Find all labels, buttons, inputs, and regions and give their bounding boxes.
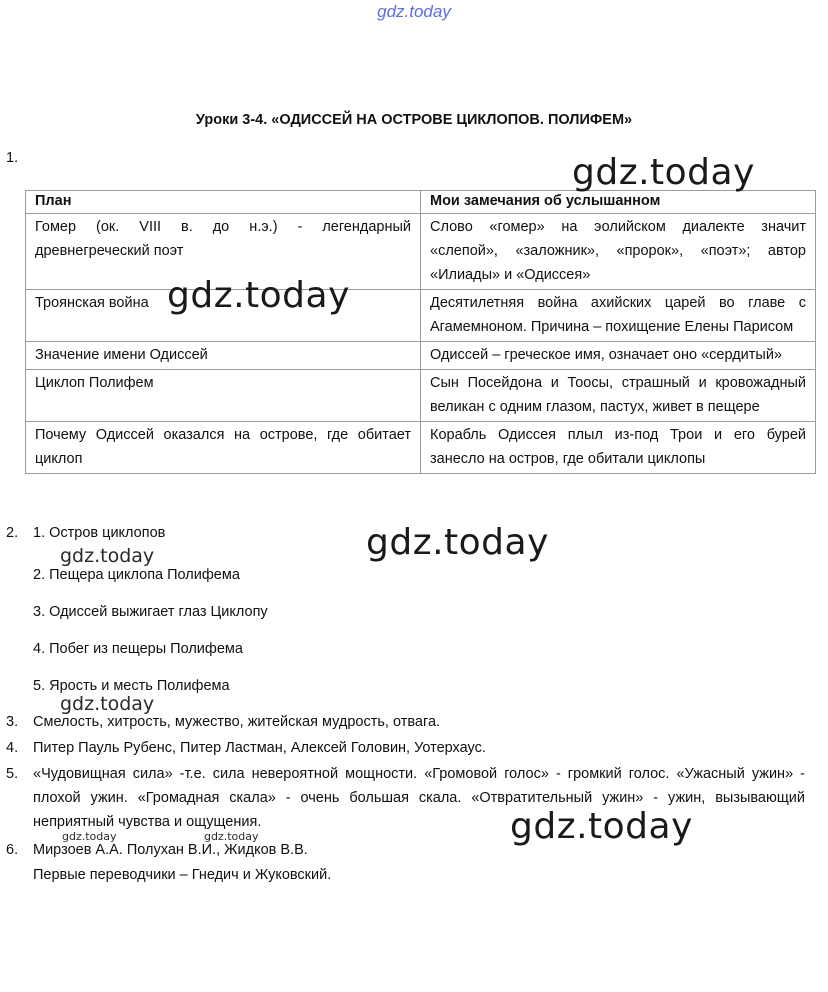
outline-item: 2. Пещера циклопа Полифема (33, 567, 240, 583)
table-header-plan: План (26, 191, 421, 214)
answer-4: Питер Пауль Рубенс, Питер Ластман, Алексей Головин, Уотерхаус. (33, 740, 486, 756)
item-number-2: 2. (6, 525, 19, 541)
watermark: gdz.today (572, 152, 755, 193)
table-cell-plan: Троянская война (26, 290, 421, 342)
watermark: gdz.today (510, 806, 693, 847)
table-cell-note: Десятилетняя война ахийских царей во главе с Агамемноном. Причина – похищение Елены Парисом (421, 290, 816, 342)
item-number-1: 1. (6, 150, 19, 166)
outline-item: 5. Ярость и месть Полифема (33, 678, 230, 694)
watermark-top: gdz.today (377, 2, 451, 21)
table-row (26, 370, 816, 422)
watermark: gdz.today (204, 830, 259, 843)
outline-item: 1. Остров циклопов (33, 525, 166, 541)
answer-5: «Чудовищная сила» -т.е. сила невероятной мощности. «Громовой голос» - громкий голос. «Ужасный ужин» - плохой ужин. «Громадная скала» - очень большая скала. «Отвратительный ужин» - ужин, вызывающий неприятный чувства и ощущения. (33, 766, 805, 830)
watermark: gdz.today (167, 275, 350, 316)
table-cell-plan: Циклоп Полифем (26, 370, 421, 422)
watermark: gdz.today (62, 830, 117, 843)
table-cell-note: Корабль Одиссея плыл из-под Трои и его бурей занесло на остров, где обитали циклопы (421, 422, 816, 474)
table-cell-note: Одиссей – греческое имя, означает оно «сердитый» (421, 342, 816, 370)
table-cell-note: Сын Посейдона и Тоосы, страшный и кровожадный великан с одним глазом, пастух, живет в пещере (421, 370, 816, 422)
table-cell-plan: Значение имени Одиссей (26, 342, 421, 370)
watermark: gdz.today (60, 545, 155, 567)
table-cell-plan: Почему Одиссей оказался на острове, где обитает циклоп (26, 422, 421, 474)
outline-item: 4. Побег из пещеры Полифема (33, 641, 243, 657)
table-row (26, 290, 816, 342)
item-number-3: 3. (6, 714, 19, 730)
table-cell-note: Слово «гомер» на эолийском диалекте значит «слепой», «заложник», «пророк», «поэт»; автор «Илиады» и «Одиссея» (421, 214, 816, 290)
table-header-row (26, 191, 816, 214)
table-row (26, 422, 816, 474)
answer-6-line-1: Мирзоев А.А. Полухан В.И., Жидков В.В. (33, 842, 308, 858)
item-number-6: 6. (6, 842, 19, 858)
table-row (26, 214, 816, 290)
outline-item: 3. Одиссей выжигает глаз Циклопу (33, 604, 268, 620)
table-row (26, 342, 816, 370)
answer-3: Смелость, хитрость, мужество, житейская мудрость, отвага. (33, 714, 441, 730)
watermark: gdz.today (60, 693, 155, 715)
page-title: Уроки 3-4. «ОДИССЕЙ НА ОСТРОВЕ ЦИКЛОПОВ. ПОЛИФЕМ» (195, 112, 633, 128)
plan-table (25, 190, 816, 474)
item-number-4: 4. (6, 740, 19, 756)
item-number-5: 5. (6, 766, 19, 782)
table-header-notes: Мои замечания об услышанном (421, 191, 816, 214)
watermark: gdz.today (366, 522, 549, 563)
table-cell-plan: Гомер (ок. VIII в. до н.э.) - легендарный древнегреческий поэт (26, 214, 421, 290)
answer-6-line-2: Первые переводчики – Гнедич и Жуковский. (33, 867, 332, 883)
